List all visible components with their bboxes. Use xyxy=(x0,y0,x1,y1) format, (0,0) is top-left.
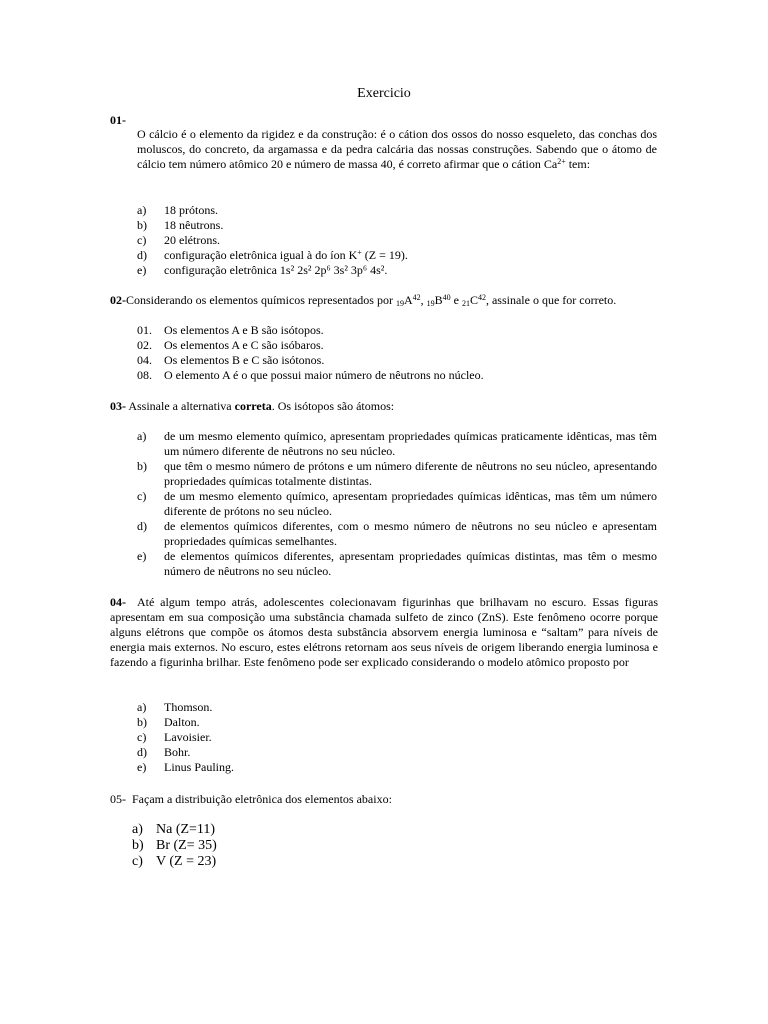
option-d: d) Bohr. xyxy=(137,745,191,759)
question-02-stem: 02-Considerando os elementos químicos representados por $_{19}A^{42}$, $_{19}B^{40}$ e $_{21}C^{42}$, assinale o que for correto. xyxy=(110,293,617,308)
page-title: Exercicio xyxy=(357,86,411,101)
option-d: d) de elementos químicos diferentes, com o mesmo número de nêutrons no seu núcleo e apresentam propriedades químicas semelhantes. xyxy=(137,519,657,548)
option-b: b) Dalton. xyxy=(137,715,200,729)
question-04-options xyxy=(137,700,657,775)
option-e: e) configuração eletrônica 1s² 2s² 2p⁶ 3s² 3p⁶ 4s². xyxy=(137,263,388,277)
option-a: a) de um mesmo elemento químico, apresentam propriedades químicas praticamente idênticas, mas têm um número diferente de nêutrons no seu núcleo. xyxy=(137,429,657,458)
option-e: e) de elementos químicos diferentes, apresentam propriedades químicas distintas, mas têm o mesmo número de nêutrons no seu núcleo. xyxy=(137,549,657,578)
option-c: c) 20 elétrons. xyxy=(137,233,220,247)
option-a: a) 18 prótons. xyxy=(137,203,218,217)
option-08: 08. O elemento A é o que possui maior número de nêutrons no núcleo. xyxy=(137,368,484,382)
option-a: a) Thomson. xyxy=(137,700,213,714)
option-c: c) de um mesmo elemento químico, apresentam propriedades químicas idênticas, mas têm um número diferente de prótons no seu núcleo. xyxy=(137,489,657,518)
question-01-stem: O cálcio é o elemento da rigidez e da construção: é o cátion dos ossos do nosso esqueleto, das conchas dos moluscos, do concreto, da argamassa e da pedra calcária das nossas construções. Sabendo que o átomo de cálcio tem número atômico 20 e número de massa 40, é correto afirmar que o cátion $Ca^{2+}$ tem: xyxy=(137,127,657,171)
option-b: b) Br (Z= 35) xyxy=(132,838,217,853)
question-01-options xyxy=(137,203,657,278)
option-e: e) Linus Pauling. xyxy=(137,760,235,774)
option-c: c) Lavoisier. xyxy=(137,730,212,744)
option-b: b) que têm o mesmo número de prótons e um número diferente de nêutrons no seu núcleo, apresentando propriedades químicas totalmente distintas. xyxy=(137,459,657,488)
question-03-options xyxy=(137,429,657,579)
question-05-options xyxy=(132,822,432,870)
question-05-stem: 05- Façam a distribuição eletrônica dos elementos abaixo: xyxy=(110,792,392,806)
option-c: c) V (Z = 23) xyxy=(132,854,217,869)
option-01: 01. Os elementos A e B são isótopos. xyxy=(137,323,324,337)
question-04-stem: 04- Até algum tempo atrás, adolescentes colecionavam figurinhas que brilhavam no escuro. Essas figuras apresentam em sua composição uma substância chamada sulfeto de zinco (ZnS). Este fenômeno ocorre porque alguns elétrons que compõe os átomos desta substância absorvem energia luminosa e “saltam” para níveis de energia mais externos. No escuro, estes elétrons retornam aos seus níveis de origem liberando energia luminosa e fazendo a figurinha brilhar. Este fenômeno pode ser explicado considerando o modelo atômico proposto por xyxy=(110,595,661,669)
question-02-options xyxy=(137,323,657,383)
option-04: 04. Os elementos B e C são isótonos. xyxy=(137,353,325,367)
option-d: d) configuração eletrônica igual à do íon K+ (Z = 19). xyxy=(137,248,408,262)
option-a: a) Na (Z=11) xyxy=(132,822,216,837)
question-01-number: 01- xyxy=(110,113,126,127)
question-03-stem: 03- Assinale a alternativa correta. Os isótopos são átomos: xyxy=(110,399,395,413)
option-02: 02. Os elementos A e C são isóbaros. xyxy=(137,338,324,352)
option-b: b) 18 nêutrons. xyxy=(137,218,224,232)
